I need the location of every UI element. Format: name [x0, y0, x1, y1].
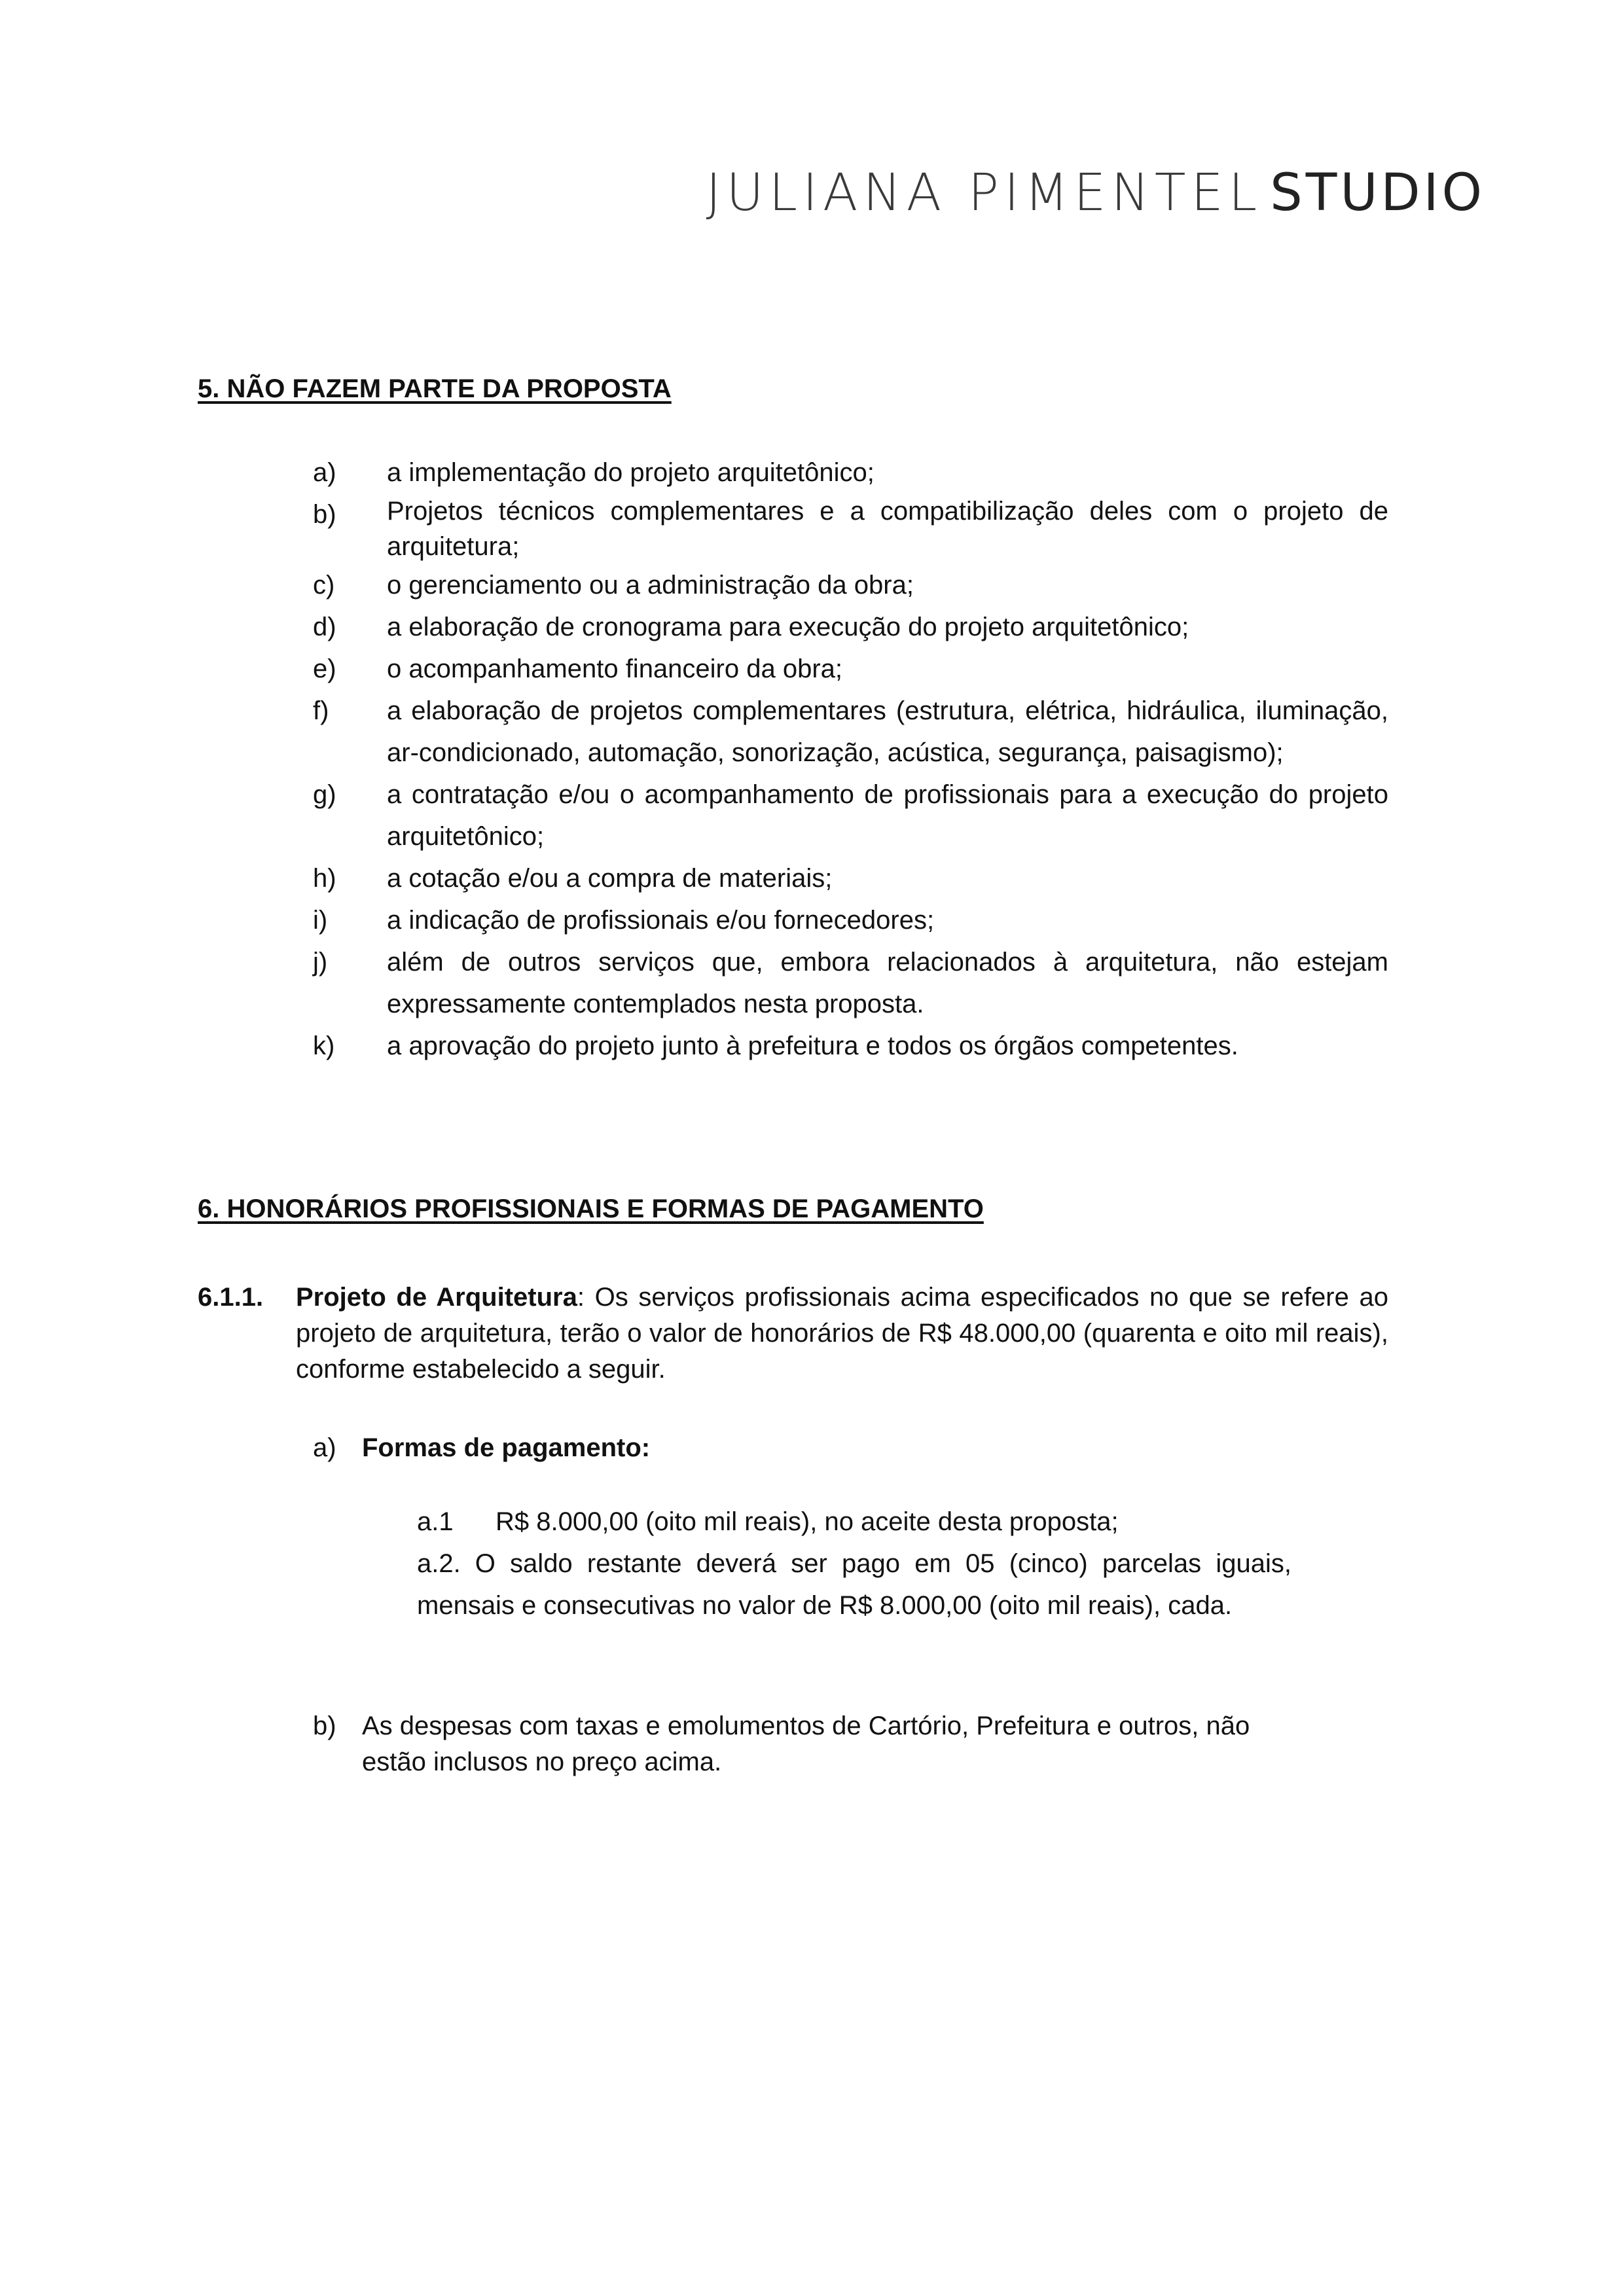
list-text: a contratação e/ou o acompanhamento de profissionais para a execução do projeto arquitetônico;	[387, 780, 1388, 851]
fees-note-text: As despesas com taxas e emolumentos de Cartório, Prefeitura e outros, não estão inclusos no preço acima.	[362, 1712, 1250, 1776]
list-item	[313, 857, 1388, 899]
list-text: a cotação e/ou a compra de materiais;	[387, 864, 833, 893]
list-item	[313, 493, 1388, 564]
list-marker: g)	[313, 780, 336, 809]
list-text: a indicação de profissionais e/ou fornecedores;	[387, 906, 935, 935]
list-marker: b)	[313, 500, 336, 529]
payment-forms-title: Formas de pagamento:	[362, 1433, 651, 1462]
list-item	[313, 941, 1388, 1025]
list-marker: c)	[313, 571, 335, 600]
payment-item-2	[417, 1543, 1291, 1626]
list-marker: k)	[313, 1031, 335, 1060]
list-item	[313, 564, 1388, 606]
clause-body: : Os serviços profissionais acima especificados no que se refere ao projeto de arquitetura, terão o valor de honorários de R$ 48.000,00 (quarenta e oito mil reais), conforme estabelecido a seguir.	[296, 1283, 1389, 1384]
list-text: o acompanhamento financeiro da obra;	[387, 655, 843, 683]
clause-6-1-1	[198, 1280, 1388, 1388]
fees-note	[313, 1708, 1301, 1780]
list-text: além de outros serviços que, embora relacionados à arquitetura, não estejam expressamente contemplados nesta proposta.	[387, 948, 1388, 1018]
payment-forms	[313, 1430, 1295, 1466]
sub-b-marker: b)	[313, 1712, 336, 1740]
clause-text	[296, 1280, 1388, 1388]
list-marker: h)	[313, 864, 336, 893]
list-item	[313, 452, 1388, 493]
list-marker: j)	[313, 948, 328, 977]
logo-studio: STUDIO	[1270, 164, 1485, 223]
list-item	[313, 899, 1388, 941]
list-marker: i)	[313, 906, 328, 935]
payment-2-text: O saldo restante deverá ser pago em 05 (cinco) parcelas iguais, mensais e consecutivas no valor de R$ 8.000,00 (oito mil reais), cada.	[417, 1549, 1291, 1620]
studio-logo	[706, 164, 1486, 223]
list-item	[313, 606, 1388, 648]
clause-number: 6.1.1.	[198, 1283, 264, 1312]
payment-item-1	[417, 1501, 1291, 1543]
list-marker: a)	[313, 458, 336, 487]
list-text: a elaboração de cronograma para execução do projeto arquitetônico;	[387, 613, 1189, 641]
list-text: a implementação do projeto arquitetônico;	[387, 458, 875, 487]
clause-label: Projeto de Arquitetura	[296, 1283, 577, 1312]
logo-name: JULIANA PIMENTEL	[706, 164, 1263, 223]
list-item	[313, 648, 1388, 690]
section-5-title: 5. NÃO FAZEM PARTE DA PROPOSTA	[198, 374, 672, 403]
section-6-title: 6. HONORÁRIOS PROFISSIONAIS E FORMAS DE PAGAMENTO	[198, 1194, 984, 1223]
payment-2-number: a.2.	[417, 1549, 461, 1578]
exclusions-list	[313, 452, 1388, 1067]
list-marker: e)	[313, 655, 336, 683]
list-text: Projetos técnicos complementares e a compatibilização deles com o projeto de arquitetura;	[387, 497, 1388, 561]
payment-1-number: a.1	[417, 1507, 454, 1536]
list-text: a aprovação do projeto junto à prefeitura e todos os órgãos competentes.	[387, 1031, 1238, 1060]
payment-1-text: R$ 8.000,00 (oito mil reais), no aceite desta proposta;	[496, 1507, 1119, 1536]
list-item	[313, 774, 1388, 857]
list-marker: f)	[313, 696, 329, 725]
list-item	[313, 1025, 1388, 1067]
list-text: o gerenciamento ou a administração da obra;	[387, 571, 914, 600]
list-marker: d)	[313, 613, 336, 641]
list-text: a elaboração de projetos complementares (estrutura, elétrica, hidráulica, iluminação, ar-condicionado, automação, sonorização, acústica, segurança, paisagismo);	[387, 696, 1388, 767]
sub-a-marker: a)	[313, 1433, 336, 1462]
list-item	[313, 690, 1388, 774]
